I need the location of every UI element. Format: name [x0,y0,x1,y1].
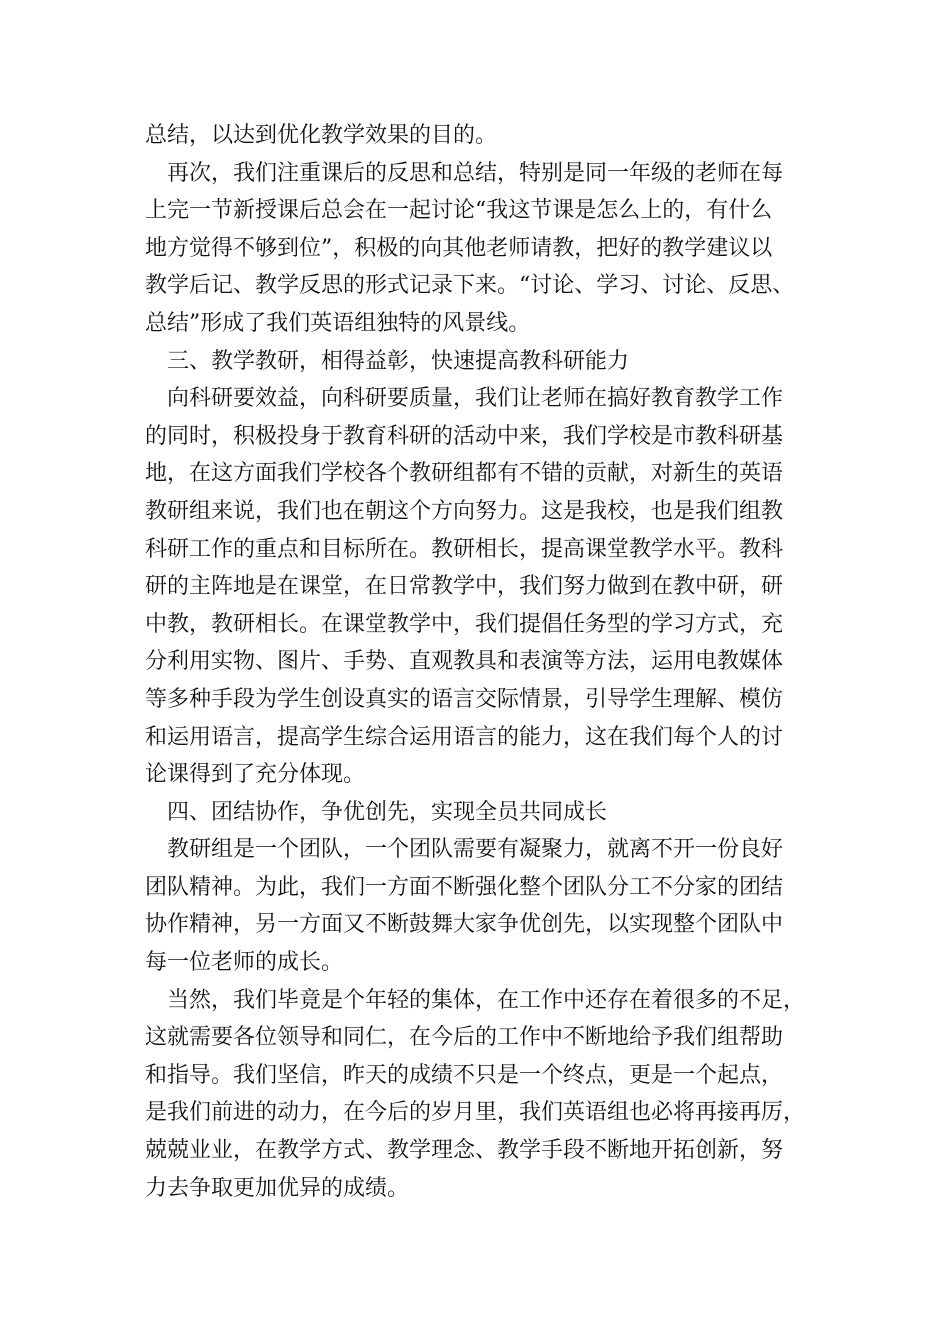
text-line: 总结”形成了我们英语组独特的风景线。 [145,310,531,336]
text-line: 总结，以达到优化教学效果的目的。 [145,123,498,148]
text-line: 地，在这方面我们学校各个教研组都有不错的贡献，对新生的英语 [145,461,784,487]
text-line: 教研组是一个团队，一个团队需要有凝聚力，就离不开一份良好 [145,837,784,863]
text-line: 每一位老师的成长。 [145,950,344,976]
text-line: 团队精神。为此，我们一方面不断强化整个团队分工不分家的团结 [145,874,784,900]
text-line: 是我们前进的动力，在今后的岁月里，我们英语组也必将再接再厉， [145,1100,806,1126]
text-line: 向科研要效益，向科研要质量，我们让老师在搞好教育教学工作 [145,386,784,412]
text-line: 和运用语言，提高学生综合运用语言的能力，这在我们每个人的讨 [145,724,784,750]
text-line: 研的主阵地是在课堂，在日常教学中，我们努力做到在教中研，研 [145,574,784,600]
text-line: 等多种手段为学生创设真实的语言交际情景，引导学生理解、模仿 [145,686,784,712]
section-heading: 四、团结协作，争优创先，实现全员共同成长 [145,799,608,825]
text-line: 和指导。我们坚信，昨天的成绩不只是一个终点，更是一个起点， [145,1062,784,1088]
text-line: 兢兢业业，在教学方式、教学理念、教学手段不断地开拓创新，努 [145,1138,784,1164]
text-line: 论课得到了充分体现。 [145,762,366,788]
text-line: 再次，我们注重课后的反思和总结，特别是同一年级的老师在每 [145,160,784,186]
text-line: 力去争取更加优异的成绩。 [145,1175,410,1201]
text-line: 中教，教研相长。在课堂教学中，我们提倡任务型的学习方式，充 [145,611,784,637]
text-line: 当然，我们毕竟是个年轻的集体，在工作中还存在着很多的不足， [145,987,806,1013]
section-heading: 三、教学教研，相得益彰，快速提高教科研能力 [145,348,630,374]
text-line: 协作精神，另一方面又不断鼓舞大家争优创先，以实现整个团队中 [145,912,784,938]
text-line: 地方觉得不够到位”，积极的向其他老师请教，把好的教学建议以 [145,235,773,261]
text-line: 的同时，积极投身于教育科研的活动中来，我们学校是市教科研基 [145,423,784,449]
text-line: 上完一节新授课后总会在一起讨论“我这节课是怎么上的，有什么 [145,198,773,224]
text-line: 科研工作的重点和目标所在。教研相长，提高课堂教学水平。教科 [145,536,784,562]
text-line: 分利用实物、图片、手势、直观教具和表演等方法，运用电教媒体 [145,649,784,675]
text-line: 教研组来说，我们也在朝这个方向努力。这是我校，也是我们组教 [145,498,784,524]
document-body [145,117,835,1207]
text-line: 这就需要各位领导和同仁，在今后的工作中不断地给予我们组帮助 [145,1025,784,1051]
text-line: 教学后记、教学反思的形式记录下来。“讨论、学习、讨论、反思、 [145,273,795,299]
